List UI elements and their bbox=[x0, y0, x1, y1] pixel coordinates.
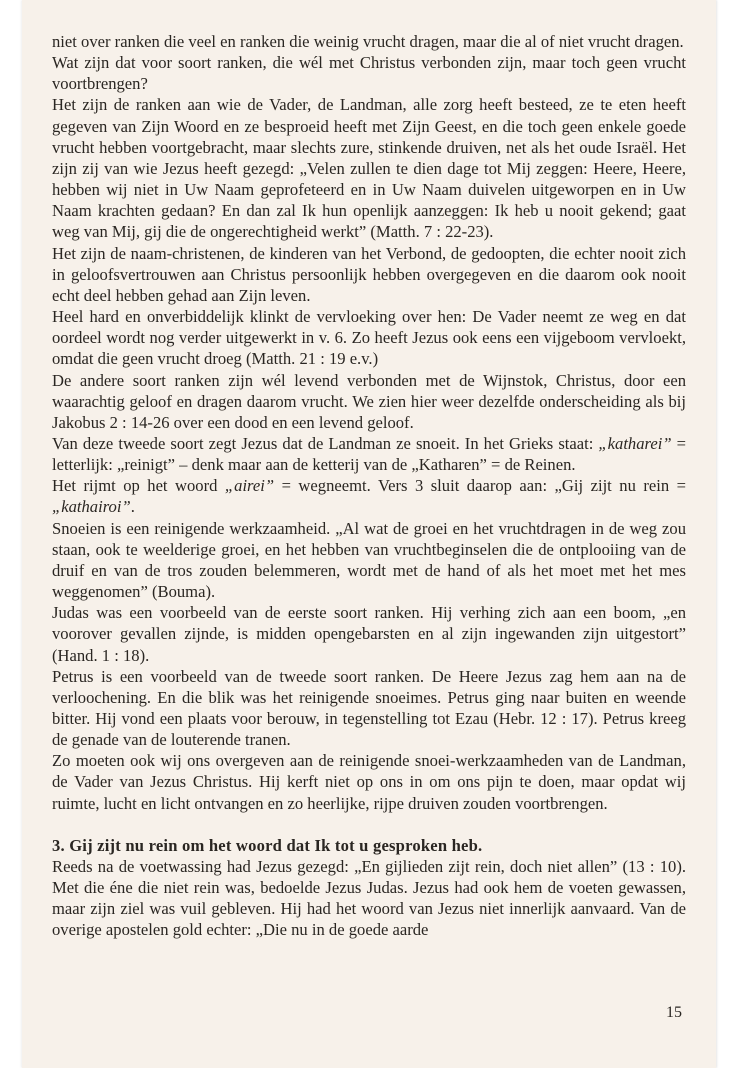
section-spacer bbox=[52, 814, 686, 835]
paragraph-petrus: Petrus is een voorbeeld van de tweede soort ranken. De Heere Jezus zag hem aan na de verloochening. En die blik was het reinigende snoeimes. Petrus ging naar buiten en weende bitter. Hij vond een plaats voor berouw, in tegenstelling tot Ezau (Hebr. 12 : 17). Petrus kreeg de genade van de louterende tranen. bbox=[52, 666, 686, 750]
paragraph-1: niet over ranken die veel en ranken die weinig vrucht dragen, maar die al of niet vrucht dragen. bbox=[52, 32, 684, 51]
paragraph-snoeien: Snoeien is een reinigende werkzaamheid. „Al wat de groei en het vruchtdragen in de weg zou staan, ook te weelderige groei, en het hebben van vruchtbeginselen die de ontplooiing van de druif en van de tros zouden belemmeren, wordt met de hand of als het moet met het mes weggenomen” (Bouma). bbox=[52, 518, 686, 602]
paragraph-judas: Judas was een voorbeeld van de eerste soort ranken. Hij verhing zich aan een boom, „en voorover gevallen zijnde, is midden opengebarsten en al zijn ingewanden zijn uitgestort” (Hand. 1 : 18). bbox=[52, 603, 686, 665]
greek-term-airei: „airei” bbox=[224, 476, 275, 496]
paragraph-2: Wat zijn dat voor soort ranken, die wél met Christus verbonden zijn, maar toch geen vrucht voortbrengen? bbox=[52, 53, 686, 94]
paragraph-overgeven: Zo moeten ook wij ons overgeven aan de reinigende snoei-werkzaamheden van de Landman, de Vader van Jezus Christus. Hij kerft niet op ons in om ons pijn te doen, maar opdat wij ruimte, lucht en licht ontvangen en zo heerlijke, rijpe druiven zouden voortbrengen. bbox=[52, 751, 686, 813]
paragraph-3: Het zijn de ranken aan wie de Vader, de Landman, alle zorg heeft besteed, ze te eten heeft gegeven van Zijn Woord en ze besproeid heeft met Zijn Geest, en die toch geen enkele goede vrucht hebben voortgebracht, maar slechts zure, stinkende druiven, net als het oude Israël. Het zijn zij van wie Jezus heeft gezegd: „Velen zullen te dien dage tot Mij zeggen: Heere, Heere, hebben wij niet in Uw Naam geprofeteerd en in Uw Naam duivelen uitgeworpen en in Uw Naam krachten gedaan? En dan zal Ik hun openlijk aanzeggen: Ik heb u nooit gekend; gaat weg van Mij, gij die de ongerechtigheid werkt” (Matth. 7 : 22-23). bbox=[52, 95, 686, 242]
airei-after: . bbox=[130, 497, 135, 517]
katharei-before: Van deze tweede soort zegt Jezus dat de Landman ze snoeit. In het Grieks staat: bbox=[52, 433, 599, 453]
airei-before: Het rijmt op het woord bbox=[52, 476, 225, 496]
paragraph-katharei bbox=[52, 433, 686, 475]
greek-term-katharei: „katharei” bbox=[598, 433, 672, 453]
section-heading: 3. Gij zijt nu rein om het woord dat Ik tot u gesproken heb. bbox=[52, 835, 483, 855]
body-text bbox=[52, 31, 686, 941]
airei-middle: = wegneemt. Vers 3 sluit daarop aan: „Gij zijt nu rein = bbox=[274, 476, 686, 496]
paragraph-airei bbox=[52, 475, 686, 517]
page-number: 15 bbox=[666, 1004, 682, 1021]
greek-term-kathairoi: „kathairoi” bbox=[52, 497, 131, 517]
paragraph-5: Heel hard en onverbiddelijk klinkt de vervloeking over hen: De Vader neemt ze weg en dat oordeel wordt nog verder uitgewerkt in v. 6. Zo heeft Jezus ook eens een vijgeboom vervloekt, omdat die geen vrucht droeg (Matth. 21 : 19 e.v.) bbox=[52, 307, 686, 369]
section-body: Reeds na de voetwassing had Jezus gezegd: „En gijlieden zijt rein, doch niet allen” (13 : 10). Met die éne die niet rein was, bedoelde Jezus Judas. Jezus had ook hem de voeten gewassen, maar zijn ziel was vuil gebleven. Hij had het woord van Jezus niet innerlijk aanvaard. Van de overige apostelen gold echter: „Die nu in de goede aarde bbox=[52, 856, 686, 940]
book-page bbox=[22, 0, 716, 1068]
katharei-after: = letterlijk: „reinigt” – denk maar aan de ketterij van de „Katharen” = de Reinen. bbox=[52, 433, 686, 475]
paragraph-4: Het zijn de naam-christenen, de kinderen van het Verbond, de gedoopten, die echter nooit zich in geloofsvertrouwen aan Christus persoonlijk hebben overgegeven en die daarom ook nooit echt deel hebben gehad aan Zijn leven. bbox=[52, 243, 686, 305]
paragraph-6: De andere soort ranken zijn wél levend verbonden met de Wijnstok, Christus, door een waarachtig geloof en dragen daarom vrucht. We zien hier weer dezelfde onderscheiding als bij Jakobus 2 : 14-26 over een dood en een levend geloof. bbox=[52, 370, 686, 432]
